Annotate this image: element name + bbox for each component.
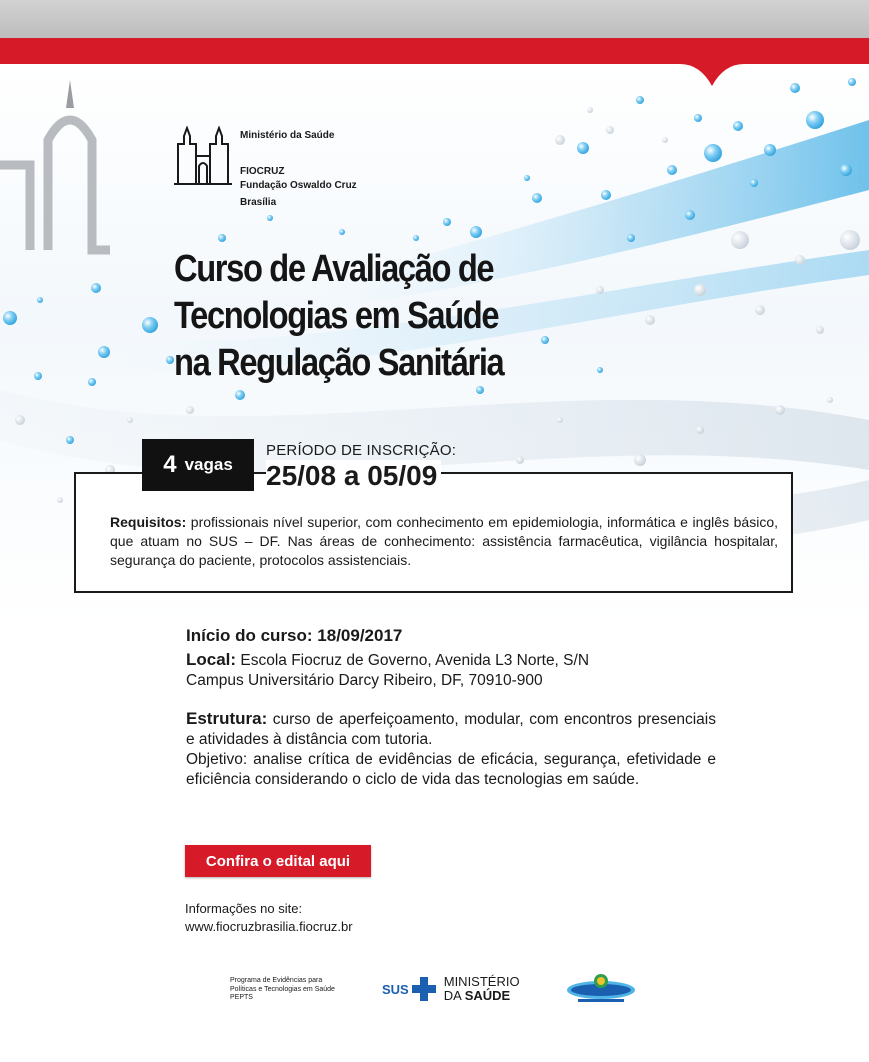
ms-line-2 <box>444 989 520 1003</box>
local-line-2: Campus Universitário Darcy Ribeiro, DF, 70910-900 <box>186 672 543 689</box>
local-text: Escola Fiocruz de Governo, Avenida L3 Norte, S/N <box>236 652 590 669</box>
fiocruz-castle-icon <box>172 126 234 188</box>
requisitos-label: Requisitos: <box>110 514 187 530</box>
sus-label: SUS <box>382 981 409 997</box>
vagas-number: 4 <box>163 451 177 478</box>
vagas-label: vagas <box>184 455 233 474</box>
brasilia-logo-icon <box>564 972 638 1004</box>
ministerio-saude-logo <box>382 975 520 1003</box>
ministerio-label: Ministério da Saúde <box>240 130 335 141</box>
site-link[interactable]: www.fiocruzbrasilia.fiocruz.br <box>185 919 353 934</box>
red-notch <box>680 64 744 86</box>
edital-button[interactable]: Confira o edital aqui <box>185 845 371 877</box>
fiocruz-label: FIOCRUZ <box>240 166 285 177</box>
fiocruz-fullname: Fundação Oswaldo Cruz <box>240 180 357 191</box>
site-label: Informações no site: <box>185 901 303 916</box>
sus-cross-icon <box>412 977 436 1001</box>
periodo-value: 25/08 a 05/09 <box>266 460 441 492</box>
pepts-logo <box>230 977 370 1003</box>
local-label: Local: <box>186 650 237 669</box>
title-line-2: Tecnologias em Saúde <box>174 295 499 337</box>
periodo-label: PERÍODO DE INSCRIÇÃO: <box>266 442 457 459</box>
title-line-1: Curso de Avaliação de <box>174 248 494 290</box>
castle-silhouette-icon <box>0 120 110 250</box>
ms-line-1: MINISTÉRIO <box>443 974 520 989</box>
pepts-line-1: Programa de Evidências para <box>230 977 323 984</box>
requisitos-text <box>110 513 778 570</box>
pepts-line-2: Políticas e Tecnologias em Saúde <box>230 985 335 993</box>
ms-line-2b: SAÚDE <box>464 988 511 1003</box>
ministerio-saude-text <box>444 975 520 1003</box>
ms-line-2a: DA <box>443 988 465 1003</box>
inicio-curso: Início do curso: 18/09/2017 <box>186 626 403 645</box>
site-info <box>185 900 353 936</box>
estrutura-text: curso de aperfeiçoamento, modular, com encontros presenciais e atividades à distância com tutoria. <box>186 711 716 748</box>
vagas-badge <box>142 439 254 491</box>
objetivo-text: Objetivo: analise crítica de evidências de eficácia, segurança, efetividade e eficiência considerando o ciclo de vida das tecnologias em saúde. <box>186 751 716 788</box>
fiocruz-city: Brasília <box>240 197 277 208</box>
fiocruz-logo <box>172 126 392 210</box>
page-title <box>174 246 621 387</box>
course-info <box>186 626 716 790</box>
title-line-3: na Regulação Sanitária <box>174 342 504 384</box>
estrutura-label: Estrutura: <box>186 709 268 728</box>
pepts-line-3: PEPTS <box>230 994 253 1001</box>
requisitos-body: profissionais nível superior, com conhecimento em epidemiologia, informática e inglês básico, que atuam no SUS – DF. Nas áreas de conhecimento: assistência farmacêutica, vigilância hospitalar, segurança do paciente, protocolos assistenciais. <box>110 514 778 568</box>
